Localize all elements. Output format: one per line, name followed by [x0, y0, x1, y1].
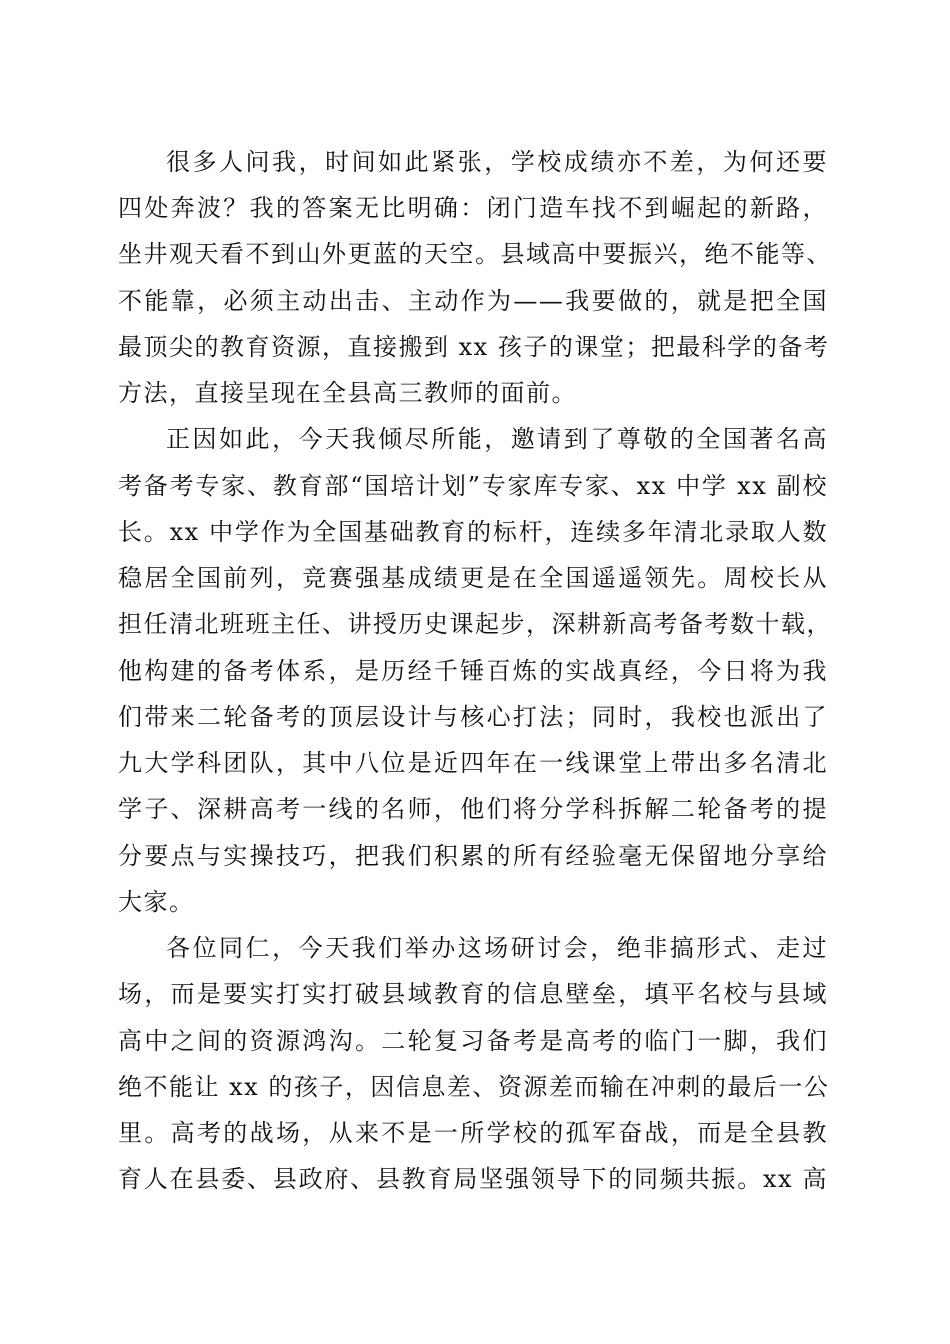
- paragraph-3-line-6: 育人在县委、县政府、县教育局坚强领导下的同频共振。xx 高: [118, 1165, 828, 1193]
- paragraph-2-line-3: 长。xx 中学作为全国基础教育的标杆，连续多年清北录取人数: [118, 518, 828, 546]
- paragraph-1-line-3: 坐井观天看不到山外更蓝的天空。县域高中要振兴，绝不能等、: [118, 240, 832, 268]
- paragraph-2-line-5: 担任清北班班主任、讲授历史课起步，深耕新高考备考数十载，: [118, 610, 832, 638]
- paragraph-2-line-10: 分要点与实操技巧，把我们积累的所有经验毫无保留地分享给: [118, 842, 828, 870]
- paragraph-2-line-7: 们带来二轮备考的顶层设计与核心打法；同时，我校也派出了: [118, 703, 828, 731]
- paragraph-2-line-1: 正因如此，今天我倾尽所能，邀请到了尊敬的全国著名高: [166, 425, 828, 453]
- paragraph-3-line-4: 绝不能让 xx 的孩子，因信息差、资源差而输在冲刺的最后一公: [118, 1073, 830, 1101]
- paragraph-1-line-5: 最顶尖的教育资源，直接搬到 xx 孩子的课堂；把最科学的备考: [118, 333, 830, 361]
- paragraph-2-line-11: 大家。: [118, 888, 195, 916]
- paragraph-3-line-2: 场，而是要实打实打破县域教育的信息壁垒，填平名校与县域: [118, 980, 828, 1008]
- paragraph-2-line-8: 九大学科团队，其中八位是近四年在一线课堂上带出多名清北: [118, 749, 828, 777]
- paragraph-1-line-2: 四处奔波？我的答案无比明确：闭门造车找不到崛起的新路，: [118, 194, 828, 222]
- paragraph-1-line-6: 方法，直接呈现在全县高三教师的面前。: [118, 379, 577, 407]
- paragraph-2-line-4: 稳居全国前列，竞赛强基成绩更是在全国遥遥领先。周校长从: [118, 564, 828, 592]
- paragraph-2-line-6: 他构建的备考体系，是历经千锤百炼的实战真经，今日将为我: [118, 657, 828, 685]
- paragraph-2-line-9: 学子、深耕高考一线的名师，他们将分学科拆解二轮备考的提: [118, 795, 828, 823]
- paragraph-3-line-1: 各位同仁，今天我们举办这场研讨会，绝非搞形式、走过: [166, 934, 828, 962]
- paragraph-3-line-3: 高中之间的资源鸿沟。二轮复习备考是高考的临门一脚，我们: [118, 1027, 828, 1055]
- paragraph-3-line-5: 里。高考的战场，从来不是一所学校的孤军奋战，而是全县教: [118, 1119, 828, 1147]
- paragraph-1-line-1: 很多人问我，时间如此紧张，学校成绩亦不差，为何还要: [166, 148, 828, 176]
- paragraph-1-line-4: 不能靠，必须主动出击、主动作为——我要做的，就是把全国: [118, 287, 828, 315]
- paragraph-2-line-2: 考备考专家、教育部“国培计划”专家库专家、xx 中学 xx 副校: [118, 472, 828, 500]
